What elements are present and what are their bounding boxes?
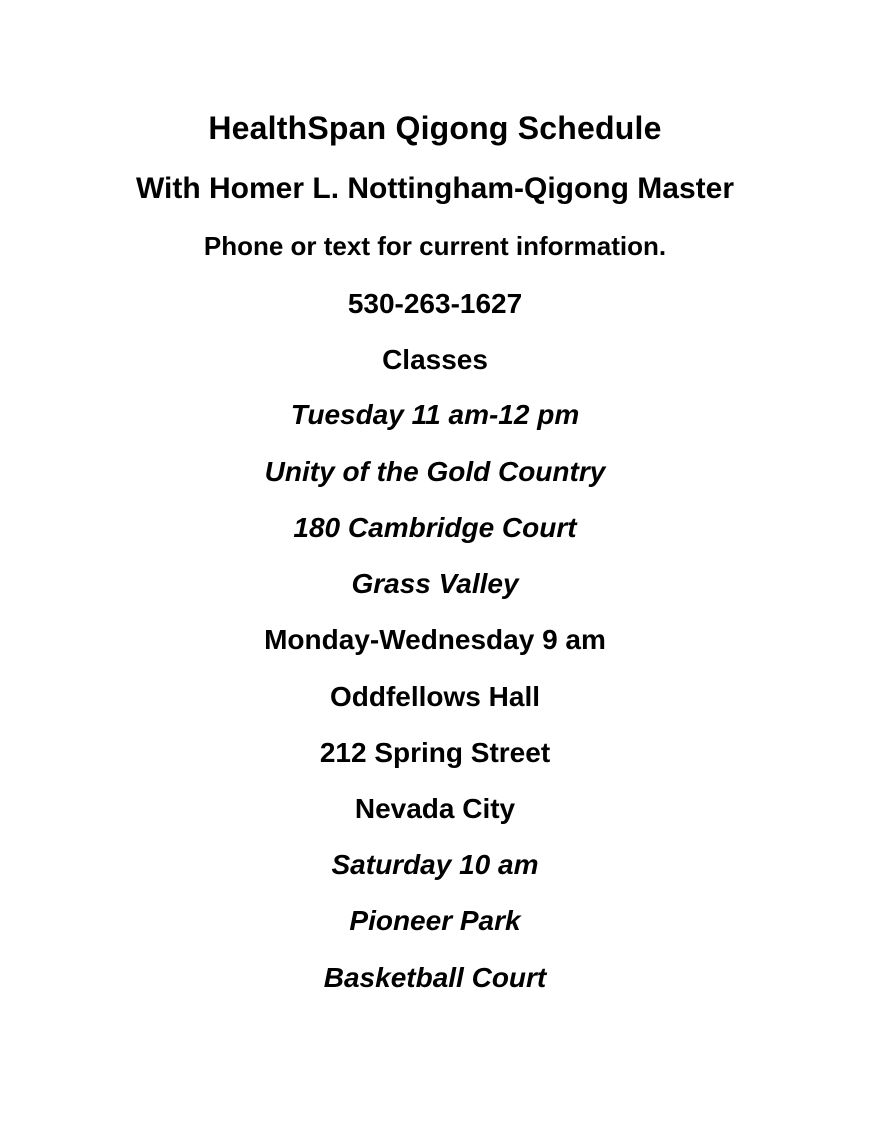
session-1-street: 180 Cambridge Court bbox=[293, 512, 577, 543]
page-title: HealthSpan Qigong Schedule bbox=[208, 110, 662, 146]
phone-number: 530-263-1627 bbox=[347, 288, 523, 319]
session-2-venue: Oddfellows Hall bbox=[329, 681, 541, 712]
contact-notice: Phone or text for current information. bbox=[203, 231, 667, 261]
session-2-city: Nevada City bbox=[354, 793, 516, 824]
instructor-line: With Homer L. Nottingham-Qigong Master bbox=[135, 172, 735, 205]
classes-heading: Classes bbox=[382, 344, 488, 375]
session-1-city: Grass Valley bbox=[351, 568, 519, 599]
session-1-time: Tuesday 11 am-12 pm bbox=[290, 399, 580, 430]
session-2-time: Monday-Wednesday 9 am bbox=[264, 624, 606, 655]
session-2-street: 212 Spring Street bbox=[319, 737, 551, 768]
session-3-street: Basketball Court bbox=[323, 962, 547, 993]
session-3-time: Saturday 10 am bbox=[331, 849, 539, 880]
session-1-venue: Unity of the Gold Country bbox=[264, 456, 606, 487]
session-3-venue: Pioneer Park bbox=[349, 905, 521, 936]
